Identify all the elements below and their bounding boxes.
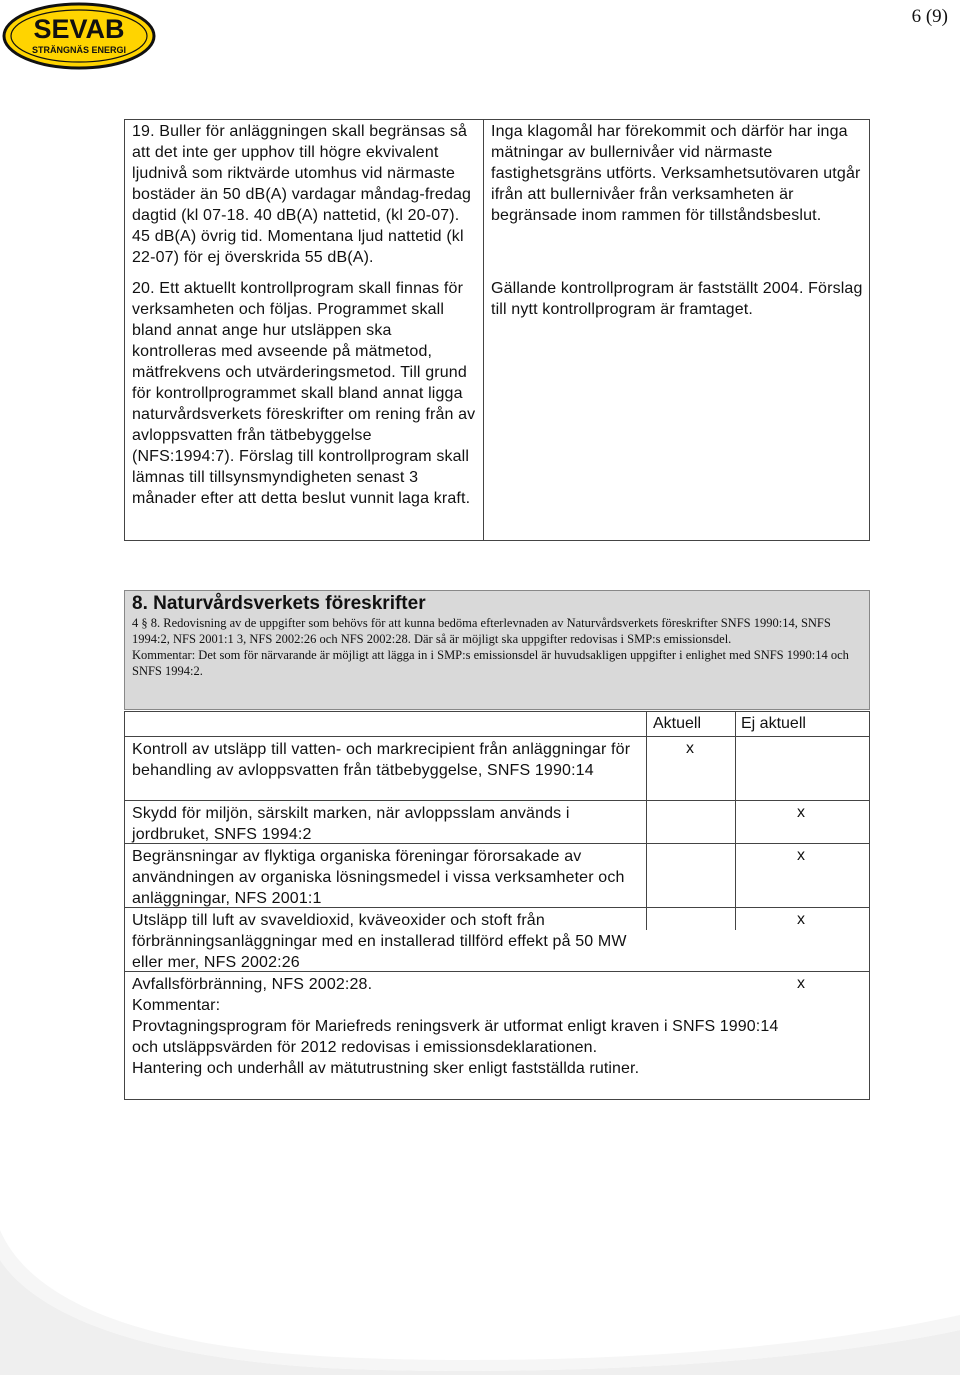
- condition-20: 20. Ett aktuellt kontrollprogram skall finnas för verksamheten och följas. Programmet skall bland annat ange hur utsläppen ska kontrolleras med avseende på mätmetod, mätfrekvens och utvärderingsmetod. Till grund för kontrollprogrammet skall bland annat ligga naturvårdsverkets föreskrifter om rening från av avloppsvatten från tätbebyggelse (NFS:1994:7). Förslag till kontrollprogram skall lämnas till tillsynsmyndigheten senast 3 månader efter att detta beslut vunnit laga kraft.: [132, 280, 476, 507]
- table-row: Kontroll av utsläpp till vatten- och markrecipient från anläggningar för behandling av avloppsvatten från tätbebyggelse, SNFS 1990:14: [132, 741, 631, 779]
- column-divider: [735, 712, 736, 930]
- mark-ej-aktuell: x: [797, 847, 805, 864]
- table-row: Skydd för miljön, särskilt marken, när avloppsslam används i jordbruket, SNFS 1994:2: [132, 805, 570, 843]
- sevab-logo: [2, 2, 156, 70]
- table-row: Avfallsförbränning, NFS 2002:28.: [132, 976, 373, 993]
- column-divider: [483, 120, 484, 540]
- comment-20: Gällande kontrollprogram är fastställt 2004. Förslag till nytt kontrollprogram är framtaget.: [491, 280, 863, 318]
- condition-19: 19. Buller för anläggningen skall begränsas så att det inte ger upphov till högre ekvivalent ljudnivå som riktvärde utomhus vid närmaste bostäder än 50 dB(A) vardagar måndag-fredag dagtid (kl 07-18. 40 dB(A) nattetid, (kl 20-07). 45 dB(A) övrig tid. Momentana ljud nattetid (kl 22-07) för ej överskrida 55 dB(A).: [132, 123, 472, 266]
- mark-ej-aktuell: x: [797, 911, 805, 928]
- section-comment: Kommentar: Det som för närvarande är möjligt att lägga in i SMP:s emissionsdel är huvudsakligen uppgifter i enlighet med SNFS 1990:14 och SNFS 1994:2.: [132, 648, 849, 678]
- comments-column: [491, 121, 865, 320]
- decorative-swoosh: [0, 1230, 960, 1375]
- header-ej-aktuell: Ej aktuell: [741, 715, 806, 732]
- mark-ej-aktuell: x: [797, 804, 805, 821]
- comment-line: Hantering och underhåll av mätutrustning sker enligt fastställda rutiner.: [132, 1060, 640, 1077]
- comment-19: Inga klagomål har förekommit och därför har inga mätningar av bullernivåer vid närmaste fastighetsgräns utförts. Verksamhetsutövaren utgår ifrån att bullernivåer från verksamheten är begränsade inom rammen för tillståndsbeslut.: [491, 123, 861, 224]
- section-description: [132, 615, 862, 679]
- logo-name: SEVAB: [33, 14, 125, 44]
- mark-ej-aktuell: x: [797, 975, 805, 992]
- row-divider: [125, 800, 869, 801]
- comment-label: Kommentar:: [132, 997, 221, 1014]
- checklist-comment: [132, 995, 778, 1079]
- row-divider: [125, 736, 869, 737]
- comment-line: Provtagningsprogram för Mariefreds reningsverk är utformat enligt kraven i SNFS 1990:14: [132, 1018, 779, 1035]
- conditions-table: [124, 119, 870, 541]
- table-row: Utsläpp till luft av svaveldioxid, kväveoxider och stoft från förbränningsanläggningar med en installerad tillförd effekt på 50 MW eller mer, NFS 2002:26: [132, 912, 627, 971]
- section-8-box: [124, 590, 870, 710]
- logo-tagline: STRÄNGNÄS ENERGI: [31, 45, 127, 55]
- conditions-column: [132, 121, 477, 509]
- regulations-checklist: [124, 711, 870, 1100]
- section-body: 4 § 8. Redovisning av de uppgifter som behövs för att kunna bedöma efterlevnaden av Naturvårdsverkets föreskrifter SNFS 1990:14, SNFS 1994:2, NFS 2001:1 3, NFS 2002:26 och NFS 2002:28. Där så är möjligt ska uppgifter redovisas i SMP:s emissionsdel.: [132, 616, 831, 646]
- mark-aktuell: x: [686, 740, 694, 757]
- comment-line: och utsläppsvärden för 2012 redovisas i emissionsdeklarationen.: [132, 1039, 598, 1056]
- table-row: Begränsningar av flyktiga organiska föreningar förorsakade av användningen av organiska lösningsmedel i vissa verksamheter och anläggningar, NFS 2001:1: [132, 848, 625, 907]
- section-title: 8. Naturvårdsverkets föreskrifter: [132, 593, 426, 614]
- header-aktuell: Aktuell: [653, 715, 702, 732]
- page-number: 6 (9): [911, 6, 948, 27]
